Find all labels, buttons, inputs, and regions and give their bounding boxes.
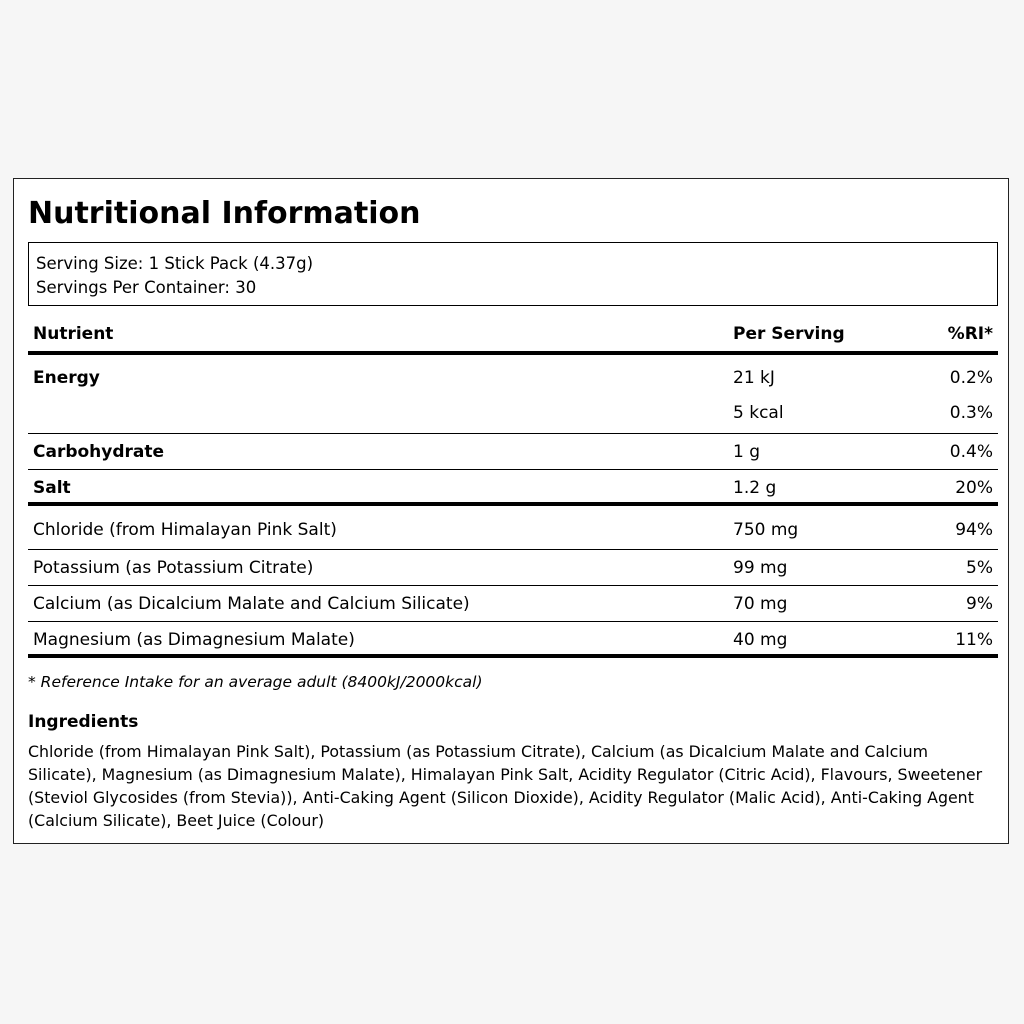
ri: 11% [955,630,993,650]
table-row [28,622,998,658]
nutrition-panel [13,178,1009,844]
ri: 0.4% [949,442,993,462]
ri-kcal: 0.3% [949,403,993,423]
amount: 1.2 g [733,478,777,498]
reference-intake-footnote: * Reference Intake for an average adult (8400kJ/2000kcal) [28,673,483,691]
serving-info-box [28,242,998,306]
table-row [28,434,998,470]
table-row [28,506,998,550]
table-row [28,586,998,622]
ri: 94% [955,520,993,540]
page-title: Nutritional Information [28,196,421,231]
ri: 9% [966,594,993,614]
amount-kj: 21 kJ [733,368,775,388]
nutrient-name: Chloride (from Himalayan Pink Salt) [33,520,337,540]
serving-size: Serving Size: 1 Stick Pack (4.37g) [36,254,314,273]
nutrient-name: Calcium (as Dicalcium Malate and Calcium Silicate) [33,594,470,614]
nutrient-name: Magnesium (as Dimagnesium Malate) [33,630,355,650]
nutrient-name: Carbohydrate [33,442,165,462]
amount-kcal: 5 kcal [733,403,784,423]
table-row [28,470,998,506]
servings-per-container: Servings Per Container: 30 [36,278,257,297]
table-row [28,550,998,586]
table-header-row [28,316,998,355]
header-nutrient: Nutrient [33,324,114,344]
amount: 40 mg [733,630,788,650]
header-ri: %RI* [947,324,993,344]
table-row-energy [28,355,998,434]
nutrient-name: Salt [33,478,71,498]
ri: 20% [955,478,993,498]
ri: 5% [966,558,993,578]
amount: 99 mg [733,558,788,578]
amount: 1 g [733,442,761,462]
nutrition-table [28,316,998,658]
amount: 750 mg [733,520,799,540]
ingredients-heading: Ingredients [28,712,139,732]
nutrient-name: Potassium (as Potassium Citrate) [33,558,314,578]
ri-kj: 0.2% [949,368,993,388]
nutrient-name: Energy [33,368,100,388]
ingredients-list: Chloride (from Himalayan Pink Salt), Potassium (as Potassium Citrate), Calcium (as Dicalcium Malate and Calcium Silicate), Magnesium (as Dimagnesium Malate), Himalayan Pink Salt, Acidity Regulator (Citric Acid), Flavours, Sweetener (Steviol Glycosides (from Stevia)), Anti-Caking Agent (Silicon Dioxide), Acidity Regulator (Malic Acid), Anti-Caking Agent (Calcium Silicate), Beet Juice (Colour) [28,742,983,830]
header-per-serving: Per Serving [733,324,845,344]
amount: 70 mg [733,594,788,614]
